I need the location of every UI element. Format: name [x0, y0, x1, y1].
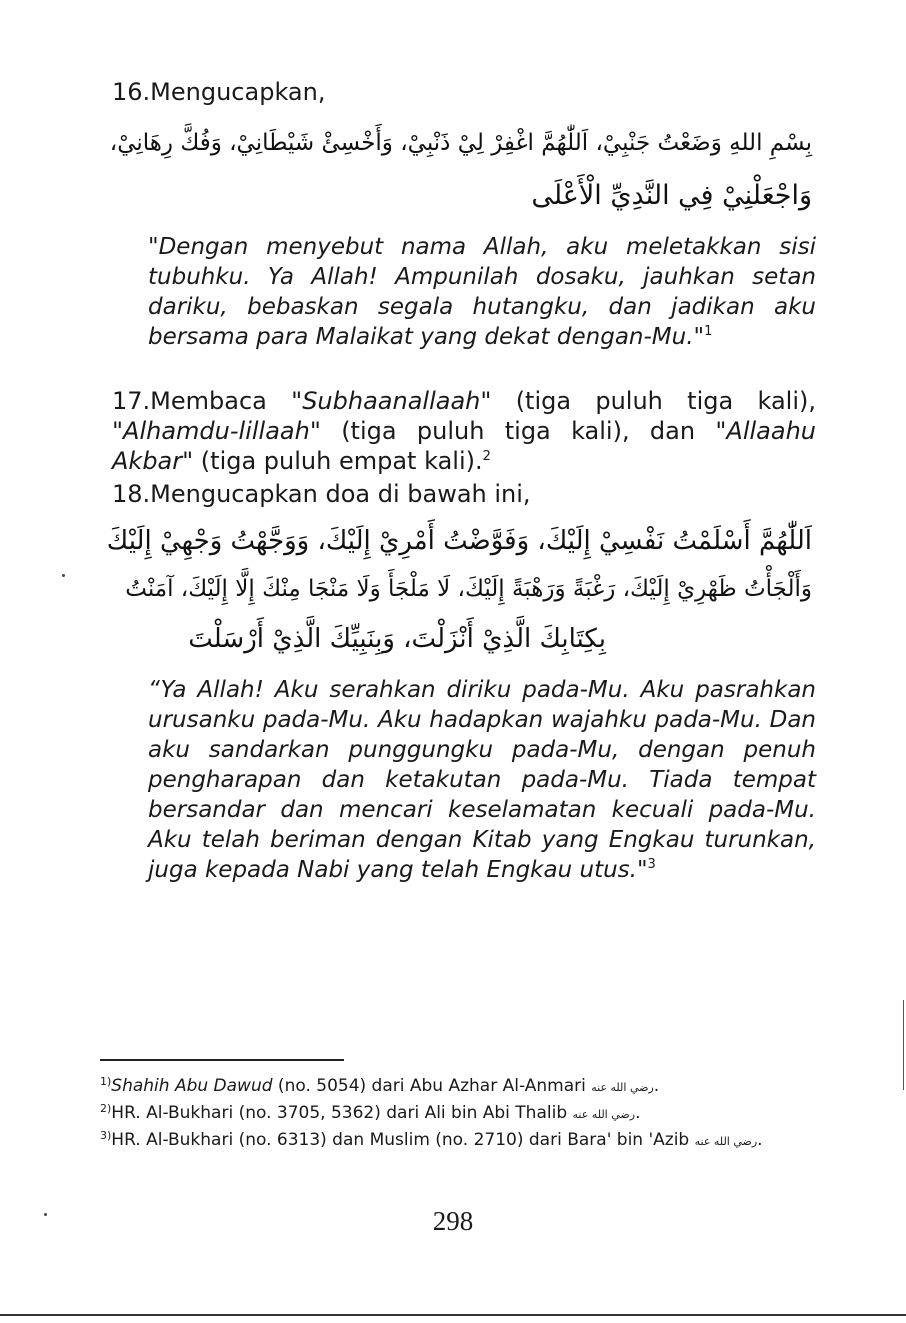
footnote-2 [100, 1099, 800, 1125]
item-18-number: 18. [112, 480, 151, 508]
footnote-3-end: . [757, 1130, 763, 1150]
item-17-term-alhamdulillaah: Alhamdu-lillaah [123, 417, 310, 445]
item-18-arabic-line-3: بِكِتَابِكَ الَّذِيْ أَنْزَلْتَ، وَبِنَبِيِّكَ الَّذِيْ أَرْسَلْتَ [188, 624, 606, 654]
item-17-text-a: Membaca " [150, 387, 303, 415]
footnote-3-text: HR. Al-Bukhari (no. 6313) dan Muslim (no. 2710) dari Bara' bin 'Azib [111, 1130, 695, 1150]
item-17-number: 17. [112, 387, 151, 415]
honorific-glyph: رضي الله عنه [694, 1135, 758, 1148]
item-17 [112, 386, 816, 476]
footnote-1-text: (no. 5054) dari Abu Azhar Al-Anmari [272, 1076, 592, 1096]
footnote-2-mark: 2) [100, 1102, 112, 1115]
item-17-text-c: " (tiga puluh tiga kali), dan " [309, 417, 727, 445]
item-16-heading [112, 76, 822, 108]
margin-scan-mark [903, 1000, 904, 1090]
item-16-title: Mengucapkan, [150, 78, 326, 106]
footnote-3-mark: 3) [100, 1129, 112, 1142]
footnote-1-mark: 1) [100, 1075, 112, 1088]
item-18-heading [112, 478, 822, 510]
honorific-glyph: رضي الله عنه [572, 1108, 636, 1121]
item-18-translation [148, 675, 816, 885]
footnote-2-end: . [635, 1103, 641, 1123]
footnote-1 [100, 1072, 800, 1098]
item-16-arabic-line-2: وَاجْعَلْنِيْ فِي النَّدِيِّ الْأَعْلَى [531, 180, 812, 211]
item-17-text-d: " (tiga puluh empat kali). [182, 447, 483, 475]
item-18-arabic-line-2: وَأَلْجَأْتُ ظَهْرِيْ إِلَيْكَ، رَغْبَةً وَرَهْبَةً إِلَيْكَ، لَا مَلْجَأَ وَلَا مَنْجَا مِنْكَ إِلَّا إِلَيْكَ، آمَنْتُ [125, 576, 812, 602]
item-16-translation-text: "Dengan menyebut nama Allah, aku meletakkan sisi tubuhku. Ya Allah! Ampunilah dosaku, jauhkan setan dariku, bebaskan segala hutangku, dan jadikan aku bersama para Malaikat yang dekat dengan-Mu." [148, 234, 816, 350]
item-18-title: Mengucapkan doa di bawah ini, [150, 480, 531, 508]
item-16-number: 16. [112, 78, 151, 106]
item-17-term-allaahu-akbar: Allaahu Akbar [112, 417, 816, 475]
footnote-2-text: HR. Al-Bukhari (no. 3705, 5362) dari Ali bin Abi Thalib [111, 1103, 573, 1123]
item-16-translation [148, 232, 816, 352]
honorific-glyph: رضي الله عنه [591, 1081, 654, 1094]
item-18-translation-text: “Ya Allah! Aku serahkan diriku pada-Mu. Aku pasrahkan urusanku pada-Mu. Aku hadapkan wajahku pada-Mu. Dan aku sandarkan punggungku pada-Mu, dengan penuh pengharapan dan ketakutan pada-Mu. Tiada tempat bersandar dan mencari keselamatan kecuali pada-Mu. Aku telah beriman dengan Kitab yang Engkau turunkan, juga kepada Nabi yang telah Engkau utus." [148, 677, 816, 883]
item-17-term-subhaanallaah: Subhaanallaah [302, 387, 481, 415]
footnote-3 [100, 1126, 800, 1152]
item-16-arabic-line-1: بِسْمِ اللهِ وَضَعْتُ جَنْبِيْ، اَللّٰهُمَّ اغْفِرْ لِيْ ذَنْبِيْ، وَأَخْسِئْ شَيْطَانِيْ، وَفُكَّ رِهَانِيْ، [109, 130, 812, 156]
footnote-1-end: . [653, 1076, 660, 1096]
footnote-divider [100, 1059, 344, 1061]
item-18-arabic-line-1: اَللّٰهُمَّ أَسْلَمْتُ نَفْسِيْ إِلَيْكَ، وَفَوَّضْتُ أَمْرِيْ إِلَيْكَ، وَوَجَّهْتُ وَجْهِيْ إِلَيْكَ [106, 526, 812, 556]
scan-speck [62, 574, 65, 577]
footnote-ref-3[interactable]: 3 [647, 857, 656, 872]
footnote-ref-2[interactable]: 2 [482, 449, 491, 464]
page-edge-line [0, 1314, 906, 1316]
item-17-text-b: " (tiga puluh tiga kali), " [112, 387, 816, 445]
footnote-ref-1[interactable]: 1 [704, 324, 713, 339]
scan-speck [44, 1213, 47, 1216]
footnote-1-source: Shahih Abu Dawud [111, 1076, 273, 1096]
page-number: 298 [432, 1206, 474, 1236]
